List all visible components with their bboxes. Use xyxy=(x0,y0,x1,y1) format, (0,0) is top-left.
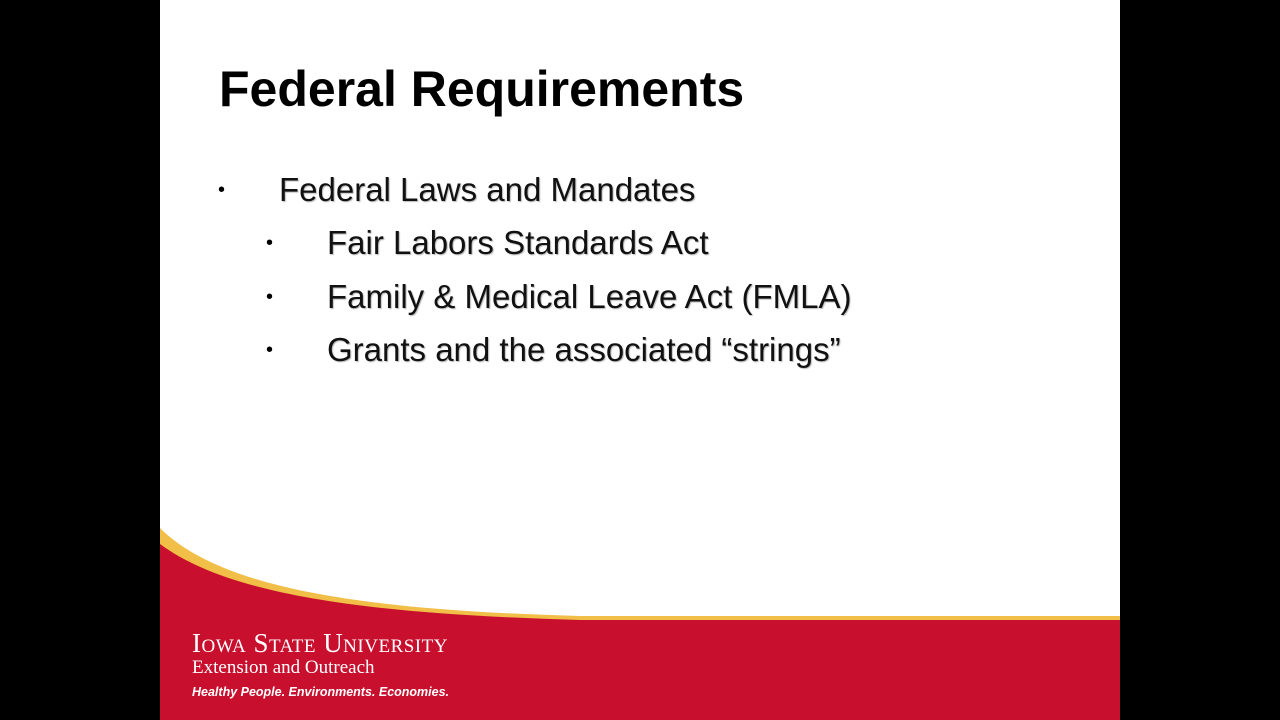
bullet-marker: • xyxy=(266,339,274,361)
bullet-text: Grants and the associated “strings” xyxy=(327,331,841,368)
tagline: Healthy People. Environments. Economies. xyxy=(192,685,450,699)
bullet-marker: • xyxy=(266,286,274,308)
bullet-text: Federal Laws and Mandates xyxy=(279,171,696,208)
university-logo xyxy=(192,628,592,708)
slide-title: Federal Requirements xyxy=(219,61,745,117)
bullet-marker: • xyxy=(218,179,226,201)
bullet-item-level-2 xyxy=(266,223,986,263)
bullet-marker: • xyxy=(266,232,274,254)
bullet-list xyxy=(160,0,1120,400)
presentation-slide xyxy=(160,0,1120,720)
bullet-item-level-2 xyxy=(266,277,986,317)
bullet-text: Fair Labors Standards Act xyxy=(327,224,709,261)
bullet-item-level-1 xyxy=(218,170,938,210)
university-name: Iowa State University xyxy=(192,628,448,658)
bullet-item-level-2 xyxy=(266,330,986,370)
unit-name: Extension and Outreach xyxy=(192,657,375,678)
bullet-text: Family & Medical Leave Act (FMLA) xyxy=(327,278,852,315)
